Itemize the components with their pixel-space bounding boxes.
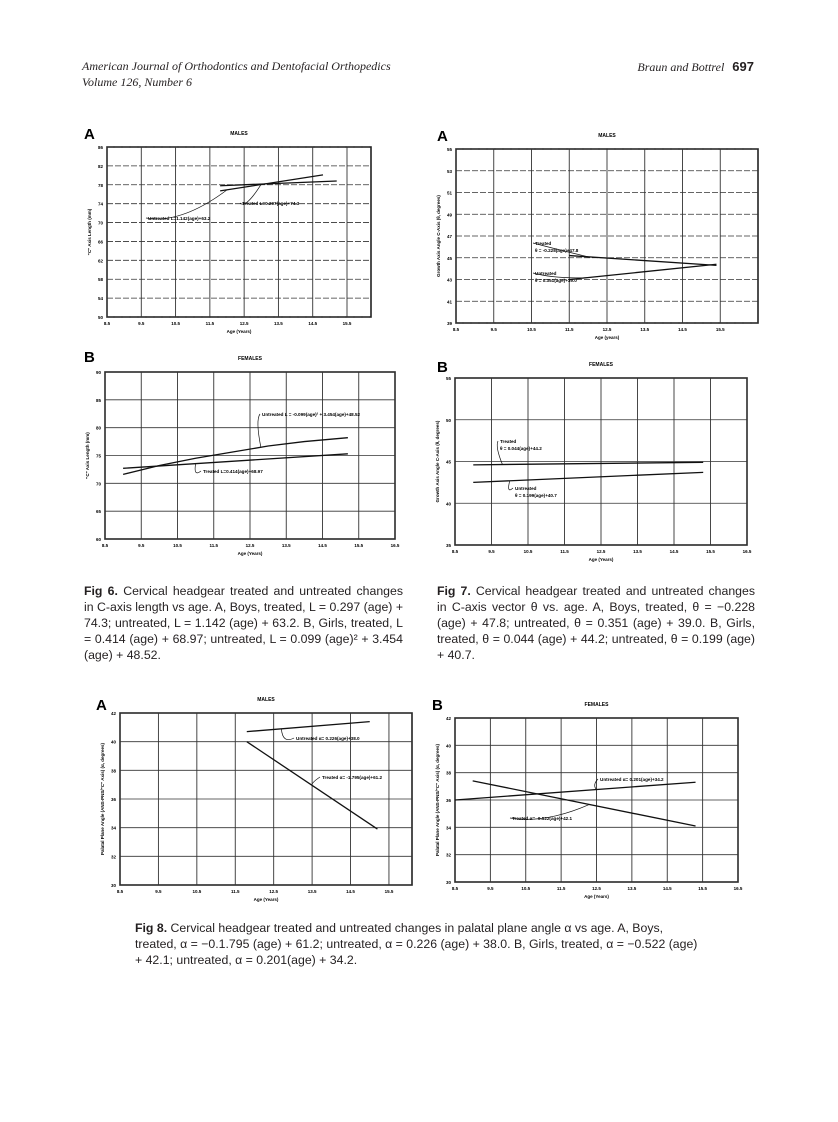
x-tick-label: 16.5 <box>742 549 752 554</box>
panel-letter: A <box>84 126 95 143</box>
x-tick-label: 16.5 <box>733 886 743 891</box>
plot-frame <box>455 718 738 882</box>
series-annotation-untreated: θ = 0.199(age)+40.7 <box>515 493 557 498</box>
x-tick-label: 9.5 <box>488 549 495 554</box>
x-axis-label: Age (years) <box>594 335 620 340</box>
y-axis-label: "C" Axis Length (mm) <box>85 432 90 479</box>
plot-frame <box>456 149 758 323</box>
y-tick-label: 34 <box>110 825 116 831</box>
fig8-caption <box>135 920 707 968</box>
x-axis-label: Age (Years) <box>253 897 279 902</box>
y-tick-label: 49 <box>446 212 452 218</box>
x-tick-label: 8.5 <box>101 543 109 548</box>
y-tick-label: 54 <box>97 296 103 302</box>
y-axis-label: Growth Axis Angle C-Axis (θ, degrees) <box>435 420 440 503</box>
series-annotation-treated: Treated L=0.297(age)+74.3 <box>242 201 300 206</box>
x-tick-label: 12.5 <box>239 321 249 326</box>
series-annotation-treated: Treated L=0.414(age)+68.97 <box>203 469 263 474</box>
x-tick-label: 13.5 <box>274 321 283 326</box>
series-annotation-treated: Treated <box>500 439 517 444</box>
panel-letter: A <box>437 128 448 145</box>
x-tick-label: 9.5 <box>155 889 162 894</box>
x-tick-label: 12.5 <box>245 543 255 548</box>
y-tick-label: 40 <box>445 743 451 749</box>
x-tick-label: 11.5 <box>564 327 574 332</box>
annotation-arrow <box>258 414 261 447</box>
series-line-treated <box>220 181 337 186</box>
y-axis-label: Growth Axis Angle C-Axis (θ, degrees) <box>436 195 441 277</box>
y-tick-label: 86 <box>97 145 103 150</box>
series-annotation-treated: Treated α= -1.795(age)+61.2 <box>322 775 383 780</box>
series-annotation-untreated: Untreated L=1.142(age)+63.2 <box>148 216 211 221</box>
x-tick-label: 15.5 <box>698 886 708 891</box>
annotation-arrow <box>533 243 588 257</box>
fig6b-chart <box>84 349 400 556</box>
annotation-arrow <box>146 190 227 219</box>
panel-letter: A <box>96 697 107 714</box>
chart-title: FEMALES <box>584 702 609 708</box>
x-axis-label: Age (Years) <box>584 894 609 899</box>
x-tick-label: 8.5 <box>451 549 459 554</box>
series-line-treated <box>473 781 696 826</box>
x-tick-label: 11.5 <box>556 886 566 891</box>
x-axis-label: Age (Years) <box>237 551 263 556</box>
chart-title: FEMALES <box>589 362 613 368</box>
panel-letter: B <box>432 697 443 714</box>
y-tick-label: 38 <box>445 770 451 776</box>
x-tick-label: 11.5 <box>231 889 240 894</box>
x-tick-label: 10.5 <box>523 549 533 554</box>
journal-title: American Journal of Orthodontics and Dentofacial Orthopedics <box>82 59 391 73</box>
x-tick-label: 8.5 <box>116 889 124 894</box>
x-tick-label: 14.5 <box>678 327 687 332</box>
plot-frame <box>455 378 747 545</box>
series-annotation-treated: θ = 0.044(age)+44.2 <box>500 446 542 451</box>
y-tick-label: 36 <box>110 797 116 802</box>
x-tick-label: 15.5 <box>706 549 715 554</box>
y-tick-label: 60 <box>95 537 101 542</box>
series-line-treated <box>123 454 348 468</box>
chart-title: MALES <box>598 133 616 139</box>
y-tick-label: 55 <box>446 147 452 152</box>
journal-volume: Volume 126, Number 6 <box>82 75 192 89</box>
x-tick-label: 15.5 <box>384 889 394 894</box>
y-tick-label: 80 <box>95 425 101 431</box>
x-tick-label: 10.5 <box>521 886 531 891</box>
series-annotation-untreated: Untreated L = -0.099(age)² + 3.454(age)+48.52 <box>262 412 361 417</box>
y-tick-label: 39 <box>446 321 452 326</box>
annotation-arrow <box>510 804 589 819</box>
plot-frame <box>120 713 412 885</box>
y-tick-label: 62 <box>97 258 103 264</box>
series-line-treated <box>569 256 716 266</box>
x-tick-label: 12.5 <box>602 327 612 332</box>
chart-title: FEMALES <box>238 356 262 362</box>
x-tick-label: 16.5 <box>390 543 400 548</box>
y-tick-label: 30 <box>445 880 451 885</box>
series-annotation-untreated: Untreated <box>515 486 537 491</box>
fig8a-chart <box>96 697 412 902</box>
x-tick-label: 14.5 <box>308 321 318 326</box>
series-annotation-treated: Treated <box>535 241 552 246</box>
plot-frame <box>107 147 371 317</box>
y-tick-label: 42 <box>445 716 451 721</box>
annotation-arrow <box>281 729 294 740</box>
y-tick-label: 35 <box>445 543 451 548</box>
panel-letter: B <box>84 349 95 366</box>
chart-title: MALES <box>230 131 248 137</box>
annotation-arrow <box>195 464 201 473</box>
annotation-arrow <box>240 184 261 204</box>
fig8-caption-text: Cervical headgear treated and untreated changes in palatal plane angle α vs age. A, Boys, treated, α = −0.1.795 (age) + 61.2; untreated, α = 0.226 (age) + 38.0. B, Girls, treated, α = −0.522 (age) + 42.1; untreated, α = 0.201(age) + 34.2. <box>135 921 698 967</box>
y-tick-label: 58 <box>97 277 103 283</box>
fig6a-chart <box>84 126 371 334</box>
y-tick-label: 40 <box>110 739 116 745</box>
x-tick-label: 10.5 <box>192 889 202 894</box>
y-tick-label: 36 <box>445 798 451 803</box>
x-tick-label: 11.5 <box>205 321 215 326</box>
y-tick-label: 66 <box>97 239 103 245</box>
y-tick-label: 74 <box>97 201 103 207</box>
fig7a-chart <box>436 128 758 340</box>
x-tick-label: 11.5 <box>209 543 219 548</box>
y-tick-label: 32 <box>445 852 451 858</box>
x-tick-label: 13.5 <box>627 886 637 891</box>
x-tick-label: 9.5 <box>490 327 497 332</box>
y-tick-label: 55 <box>445 376 451 381</box>
annotation-arrow <box>509 481 513 490</box>
fig7b-chart <box>435 359 752 562</box>
x-tick-label: 13.5 <box>281 543 291 548</box>
y-axis-label: Palatal Plane Angle (ANS-PNS/"C" Axis) (α, degrees) <box>435 744 440 856</box>
x-axis-label: Age (Years) <box>226 329 252 334</box>
x-tick-label: 15.5 <box>342 321 352 326</box>
series-annotation-treated: θ = -0.228(age)+47.8 <box>535 248 579 253</box>
x-tick-label: 13.5 <box>640 327 650 332</box>
panel-letter: B <box>437 359 448 376</box>
x-tick-label: 14.5 <box>318 543 327 548</box>
x-tick-label: 8.5 <box>103 321 111 326</box>
y-tick-label: 30 <box>110 883 116 888</box>
x-tick-label: 10.5 <box>171 321 180 326</box>
series-line-untreated <box>247 722 370 732</box>
y-tick-label: 82 <box>97 163 103 169</box>
x-tick-label: 9.5 <box>487 886 494 891</box>
running-head <box>637 59 754 75</box>
fig6-label: Fig 6. <box>84 584 118 598</box>
x-tick-label: 14.5 <box>346 889 355 894</box>
y-tick-label: 50 <box>445 417 451 423</box>
x-tick-label: 11.5 <box>560 549 569 554</box>
y-tick-label: 65 <box>95 509 101 515</box>
y-tick-label: 53 <box>446 168 452 174</box>
x-tick-label: 12.5 <box>596 549 606 554</box>
series-line-untreated <box>473 472 703 482</box>
series-annotation-untreated: Untreated α= 0.226(age)+38.0 <box>296 736 360 741</box>
y-tick-label: 51 <box>446 190 452 196</box>
x-tick-label: 13.5 <box>633 549 642 554</box>
annotation-arrow <box>497 441 502 465</box>
series-line-untreated <box>569 264 716 279</box>
x-tick-label: 9.5 <box>138 321 145 326</box>
x-axis-label: Age (Years) <box>588 557 614 562</box>
x-tick-label: 8.5 <box>452 327 460 332</box>
chart-title: MALES <box>257 697 275 703</box>
plot-frame <box>105 372 395 539</box>
series-line-treated <box>247 742 378 829</box>
series-line-untreated <box>455 782 696 800</box>
y-tick-label: 38 <box>110 768 116 774</box>
y-tick-label: 70 <box>97 220 103 226</box>
y-tick-label: 70 <box>95 481 101 487</box>
series-line-treated <box>473 462 703 465</box>
series-annotation-untreated: Untreated α= 0.201(age)+34.2 <box>600 777 664 782</box>
x-tick-label: 15.5 <box>715 327 725 332</box>
annotation-arrow <box>595 779 598 790</box>
x-tick-label: 12.5 <box>592 886 601 891</box>
fig7-caption <box>437 583 755 663</box>
series-annotation-untreated: Untreated <box>535 271 557 276</box>
x-tick-label: 13.5 <box>307 889 317 894</box>
x-tick-label: 9.5 <box>138 543 145 548</box>
x-tick-label: 15.5 <box>354 543 364 548</box>
y-tick-label: 41 <box>446 299 452 305</box>
annotation-arrow <box>533 273 588 278</box>
y-axis-label: "C" Axis Length (mm) <box>87 208 92 256</box>
x-tick-label: 10.5 <box>527 327 536 332</box>
x-tick-label: 12.5 <box>269 889 279 894</box>
series-annotation-treated: Treated α= -0.522(age)+42.1 <box>512 816 573 821</box>
y-axis-label: Palatal Plane Angle (ANS-PNS/"C" Axis) (α, degrees) <box>100 743 105 855</box>
y-tick-label: 32 <box>110 854 116 860</box>
fig7-label: Fig 7. <box>437 584 471 598</box>
fig6-caption <box>84 583 403 663</box>
y-tick-label: 45 <box>445 459 451 465</box>
y-tick-label: 45 <box>446 255 452 261</box>
x-tick-label: 10.5 <box>173 543 182 548</box>
y-tick-label: 47 <box>446 234 452 239</box>
fig7-caption-text: Cervical headgear treated and untreated changes in C-axis vector θ vs. age. A, Boys, treated, θ = −0.228 (age) + 47.8; untreated, θ = 0.351 (age) + 39.0. B, Girls, treated, θ = 0.044 (age) + 44.2; untreated, θ = 0.199 (age) + 40.7. <box>437 584 755 662</box>
fig8-label: Fig 8. <box>135 921 168 935</box>
series-annotation-untreated: θ = 0.351(age)+39.0 <box>535 278 577 283</box>
y-tick-label: 42 <box>110 711 116 716</box>
y-tick-label: 90 <box>95 370 101 375</box>
x-tick-label: 8.5 <box>451 886 459 891</box>
series-line-untreated <box>220 175 323 191</box>
series-line-untreated <box>123 438 348 475</box>
y-tick-label: 43 <box>446 277 452 283</box>
fig8b-chart <box>432 697 743 899</box>
y-tick-label: 75 <box>95 453 101 459</box>
y-tick-label: 78 <box>97 182 103 188</box>
y-tick-label: 85 <box>95 397 101 403</box>
fig6-caption-text: Cervical headgear treated and untreated changes in C-axis length vs age. A, Boys, treated, L = 0.297 (age) + 74.3; untreated, L = 1.142 (age) + 63.2. B, Girls, treated, L = 0.414 (age) + 68.97; untreated, L = 0.099 (age)² + 3.454 (age) + 48.52. <box>84 584 404 662</box>
x-tick-label: 14.5 <box>662 886 672 891</box>
y-tick-label: 34 <box>445 825 451 831</box>
authors: Braun and Bottrel <box>637 60 725 74</box>
x-tick-label: 14.5 <box>669 549 679 554</box>
y-tick-label: 50 <box>97 315 103 320</box>
y-tick-label: 40 <box>445 501 451 507</box>
annotation-arrow <box>312 777 320 785</box>
page-number: 697 <box>732 59 754 74</box>
